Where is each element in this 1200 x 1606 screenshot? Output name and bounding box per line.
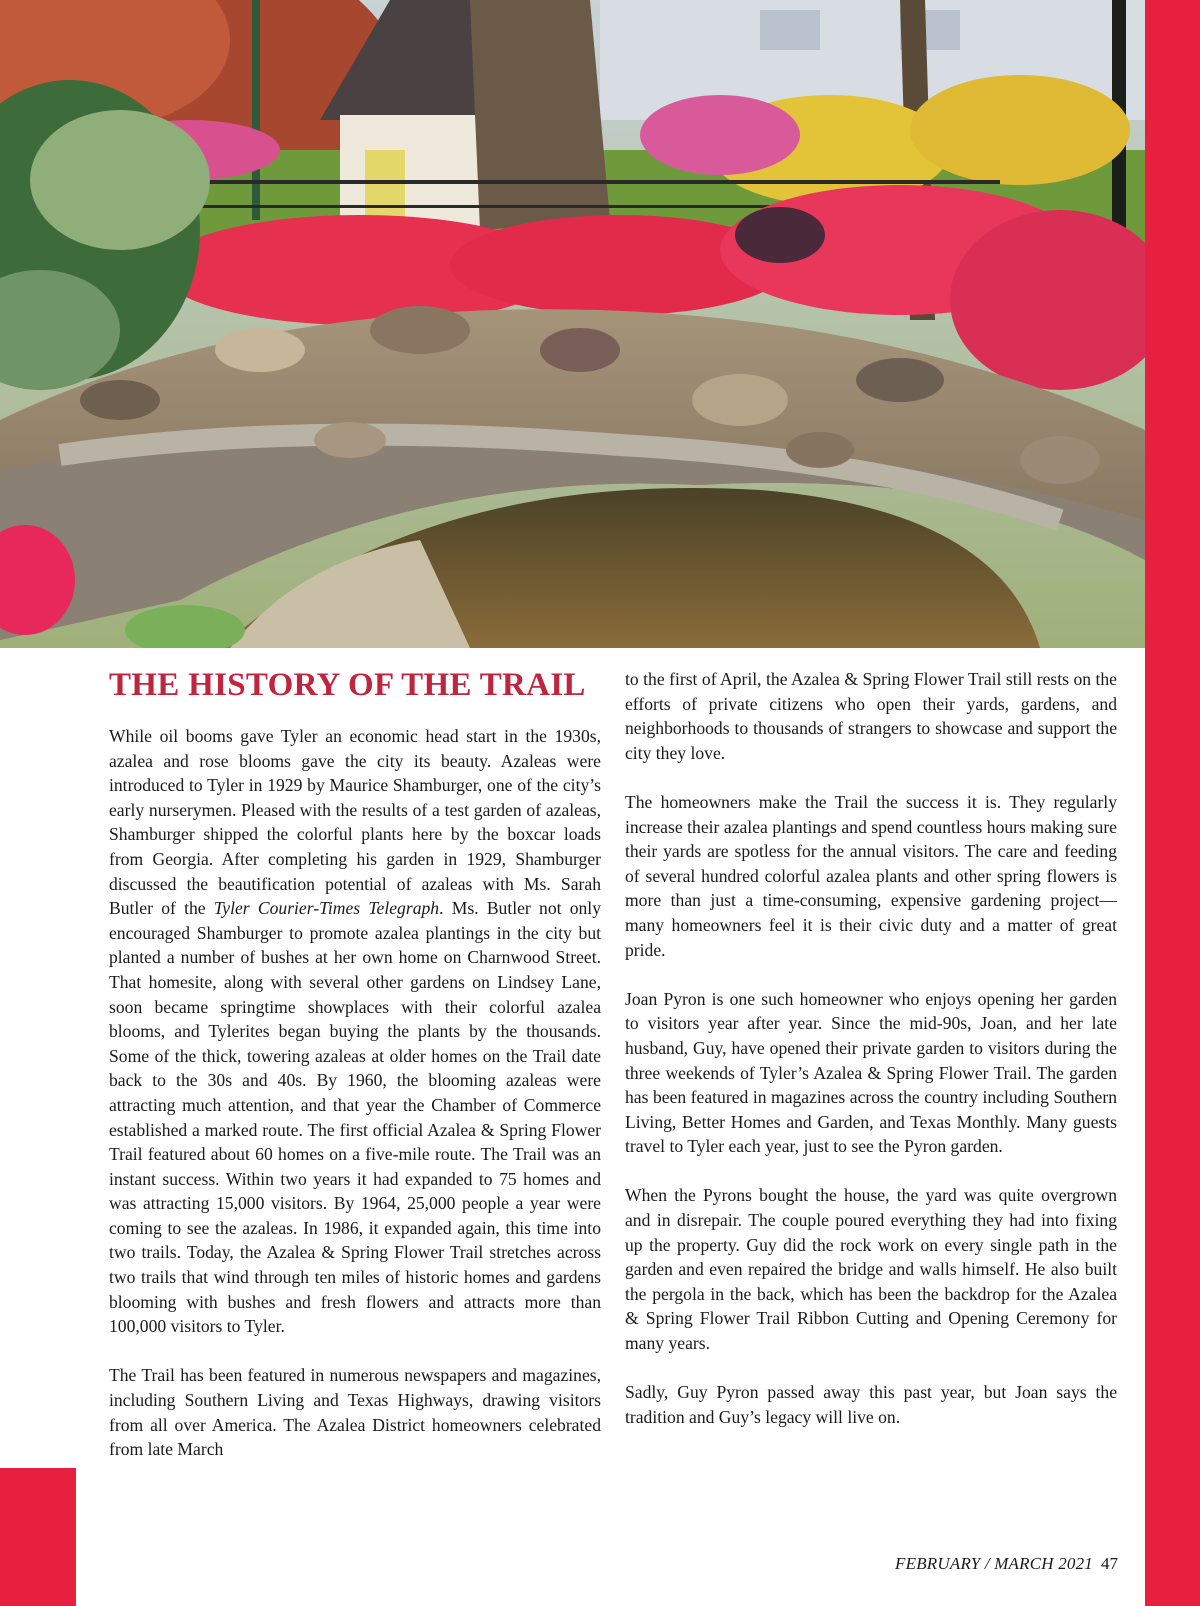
issue-date: FEBRUARY / MARCH 2021 — [895, 1554, 1093, 1573]
article-column-right — [625, 667, 1117, 1429]
paragraph-text: . Ms. Butler not only encouraged Shamburger to promote azalea plantings in the city but planted a number of bushes at her own home on Charnwood Street. That homesite, along with several other gardens on Lindsey Lane, soon became springtime showplaces with their colorful azalea blooms, and Tylerites began buying the plants by the thousands. Some of the thick, towering azaleas at older homes on the Trail date back to the 30s and 40s. By 1960, the blooming azaleas were attracting much attention, and that year the Chamber of Commerce established a marked route. The first official Azalea & Spring Flower Trail featured about 60 homes on a five-mile route. The Trail was an instant success. Within two years it had expanded to 75 homes and was attracting 15,000 visitors. By 1964, 25,000 people a year were coming to see the azaleas. In 1986, it expanded again, this time into two trails. Today, the Azalea & Spring Flower Trail stretches across two trails that wind through ten miles of historic homes and gardens blooming with bushes and fresh flowers and attracts more than 100,000 visitors to Tyler. — [109, 898, 601, 1337]
left-accent-bar — [0, 1468, 76, 1606]
publication-title: Tyler Courier-Times Telegraph — [213, 898, 440, 919]
paragraph: to the first of April, the Azalea & Spring Flower Trail still rests on the efforts of private citizens who open their yards, gardens, and neighborhoods to thousands of strangers to showcase and support the city they love. — [625, 669, 1117, 763]
paragraph: When the Pyrons bought the house, the yard was quite overgrown and in disrepair. The couple poured everything they had into fixing up the property. Guy did the rock work on every single path in the garden and even repaired the bridge and walls himself. He also built the pergola in the back, which has been the backdrop for the Azalea & Spring Flower Trail Ribbon Cutting and Opening Ceremony for many years. — [625, 1185, 1117, 1354]
page-number: 47 — [1101, 1554, 1118, 1573]
paragraph: Sadly, Guy Pyron passed away this past year, but Joan says the tradition and Guy’s legacy will live on. — [625, 1382, 1117, 1427]
page-footer — [700, 1554, 1118, 1574]
article-headline: THE HISTORY OF THE TRAIL — [109, 667, 586, 703]
paragraph: The homeowners make the Trail the success it is. They regularly increase their azalea plantings and spend countless hours making sure their yards are spotless for the annual visitors. The care and feeding of several hundred colorful azalea plants and other spring flowers is more than just a time-consuming, expensive gardening project—many homeowners feel it is their civic duty and a matter of great pride. — [625, 791, 1117, 960]
garden-bridge-photo — [0, 0, 1145, 648]
paragraph: Joan Pyron is one such homeowner who enjoys opening her garden to visitors year after year. Since the mid-90s, Joan, and her late husband, Guy, have opened their private garden to visitors during the three weekends of Tyler’s Azalea & Spring Flower Trail. The garden has been featured in magazines across the country including Southern Living, Better Homes and Garden, and Texas Monthly. Many guests travel to Tyler each year, just to see the Pyron garden. — [625, 988, 1117, 1157]
paragraph-text: While oil booms gave Tyler an economic head start in the 1930s, azalea and rose blooms gave the city its beauty. Azaleas were introduced to Tyler in 1929 by Maurice Shamburger, one of the city’s early nurserymen. Pleased with the results of a test garden of azaleas, Shamburger shipped the colorful plants here by the boxcar loads from Georgia. After completing his garden in 1929, Shamburger discussed the beautification potential of azaleas with Ms. Sarah Butler of the — [109, 726, 601, 919]
article-column-left — [109, 724, 601, 1462]
garden-bridge-illustration — [0, 0, 1145, 648]
right-accent-bar — [1145, 0, 1200, 1606]
paragraph: The Trail has been featured in numerous newspapers and magazines, including Southern Living and Texas Highways, drawing visitors from all over America. The Azalea District homeowners celebrated from late March — [109, 1365, 601, 1460]
paragraph — [109, 724, 601, 1339]
